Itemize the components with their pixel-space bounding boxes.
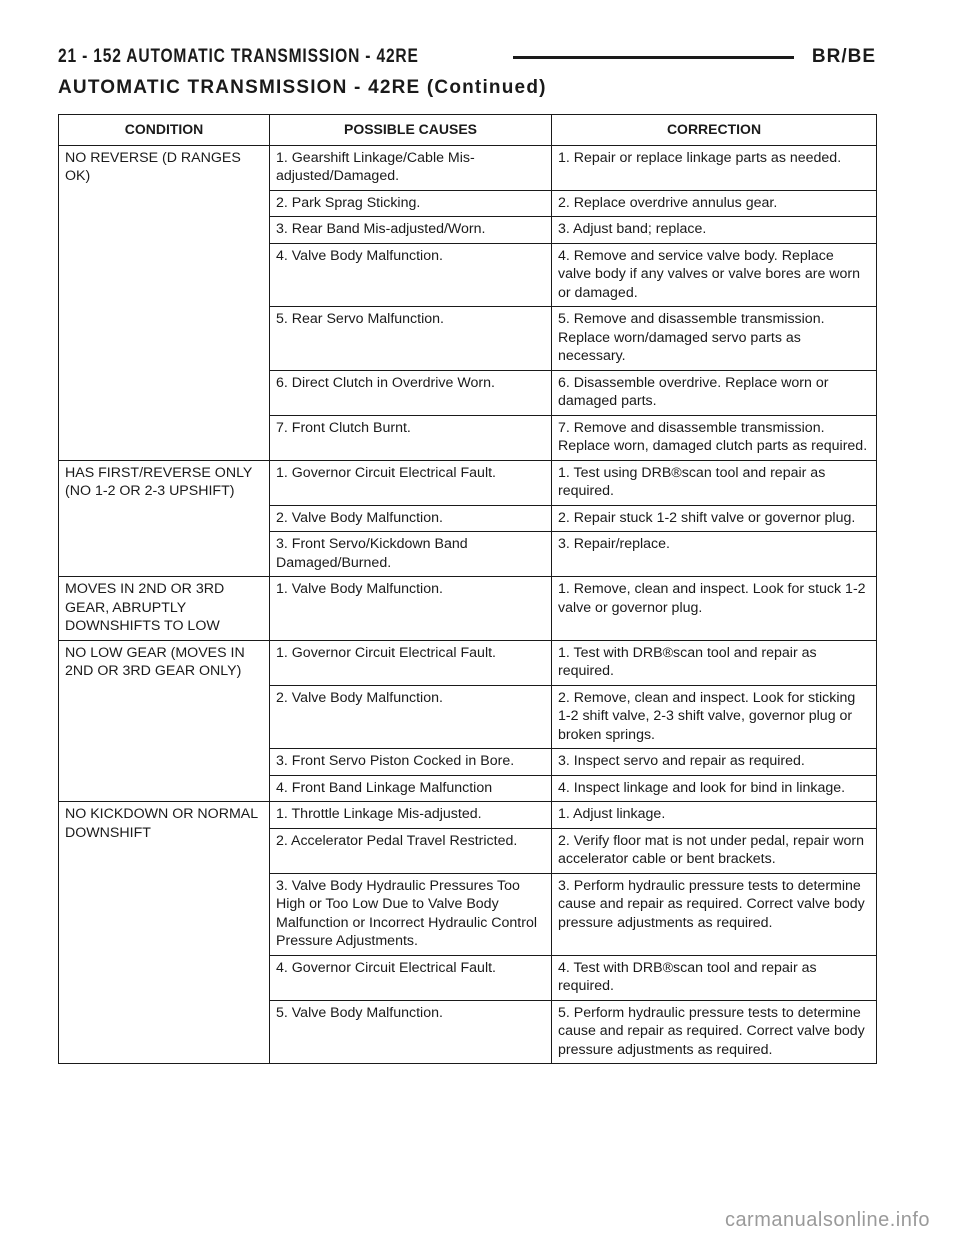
- possible-cause-cell: 2. Valve Body Malfunction.: [270, 685, 552, 749]
- table-row: [59, 577, 877, 641]
- correction-cell: 3. Repair/replace.: [552, 532, 877, 577]
- correction-cell: 4. Inspect linkage and look for bind in linkage.: [552, 775, 877, 802]
- correction-cell: 1. Test with DRB®scan tool and repair as required.: [552, 640, 877, 685]
- table-row: [59, 802, 877, 829]
- correction-cell: 2. Repair stuck 1-2 shift valve or governor plug.: [552, 505, 877, 532]
- condition-cell: MOVES IN 2ND OR 3RD GEAR, ABRUPTLY DOWNSHIFTS TO LOW: [59, 577, 270, 641]
- page-number-title: 21 - 152 AUTOMATIC TRANSMISSION - 42RE: [58, 46, 419, 67]
- possible-cause-cell: 4. Front Band Linkage Malfunction: [270, 775, 552, 802]
- table-body: [59, 145, 877, 1064]
- possible-cause-cell: 1. Gearshift Linkage/Cable Mis-adjusted/Damaged.: [270, 145, 552, 190]
- possible-cause-cell: 1. Governor Circuit Electrical Fault.: [270, 460, 552, 505]
- possible-cause-cell: 2. Accelerator Pedal Travel Restricted.: [270, 828, 552, 873]
- condition-cell: NO LOW GEAR (MOVES IN 2ND OR 3RD GEAR ONLY): [59, 640, 270, 802]
- condition-cell: HAS FIRST/REVERSE ONLY (NO 1-2 OR 2-3 UPSHIFT): [59, 460, 270, 577]
- correction-cell: 5. Remove and disassemble transmission. Replace worn/damaged servo parts as necessary.: [552, 307, 877, 371]
- possible-cause-cell: 1. Governor Circuit Electrical Fault.: [270, 640, 552, 685]
- correction-cell: 3. Inspect servo and repair as required.: [552, 749, 877, 776]
- correction-cell: 1. Adjust linkage.: [552, 802, 877, 829]
- possible-cause-cell: 1. Valve Body Malfunction.: [270, 577, 552, 641]
- correction-cell: 1. Repair or replace linkage parts as needed.: [552, 145, 877, 190]
- possible-cause-cell: 3. Rear Band Mis-adjusted/Worn.: [270, 217, 552, 244]
- correction-cell: 7. Remove and disassemble transmission. Replace worn, damaged clutch parts as required.: [552, 415, 877, 460]
- model-code: BR/BE: [811, 46, 876, 67]
- possible-cause-cell: 3. Valve Body Hydraulic Pressures Too High or Too Low Due to Valve Body Malfunction or Incorrect Hydraulic Control Pressure Adjustments.: [270, 873, 552, 955]
- correction-cell: 2. Remove, clean and inspect. Look for sticking 1-2 shift valve, 2-3 shift valve, governor plug or broken springs.: [552, 685, 877, 749]
- table-header-row: [59, 115, 877, 146]
- possible-cause-cell: 4. Valve Body Malfunction.: [270, 243, 552, 307]
- possible-cause-cell: 2. Park Sprag Sticking.: [270, 190, 552, 217]
- column-header-possible-causes: POSSIBLE CAUSES: [270, 115, 552, 146]
- table-row: [59, 460, 877, 505]
- possible-cause-cell: 1. Throttle Linkage Mis-adjusted.: [270, 802, 552, 829]
- correction-cell: 2. Verify floor mat is not under pedal, repair worn accelerator cable or bent brackets.: [552, 828, 877, 873]
- possible-cause-cell: 6. Direct Clutch in Overdrive Worn.: [270, 370, 552, 415]
- correction-cell: 3. Adjust band; replace.: [552, 217, 877, 244]
- section-title: AUTOMATIC TRANSMISSION - 42RE (Continued): [58, 77, 547, 98]
- header-rule: [513, 56, 794, 59]
- possible-cause-cell: 3. Front Servo/Kickdown Band Damaged/Burned.: [270, 532, 552, 577]
- possible-cause-cell: 5. Rear Servo Malfunction.: [270, 307, 552, 371]
- possible-cause-cell: 5. Valve Body Malfunction.: [270, 1000, 552, 1064]
- correction-cell: 4. Remove and service valve body. Replace valve body if any valves or valve bores are worn or damaged.: [552, 243, 877, 307]
- correction-cell: 2. Replace overdrive annulus gear.: [552, 190, 877, 217]
- diagnosis-table: [58, 114, 877, 1064]
- possible-cause-cell: 7. Front Clutch Burnt.: [270, 415, 552, 460]
- possible-cause-cell: 4. Governor Circuit Electrical Fault.: [270, 955, 552, 1000]
- watermark: carmanualsonline.info: [724, 1209, 930, 1231]
- column-header-condition: CONDITION: [59, 115, 270, 146]
- correction-cell: 3. Perform hydraulic pressure tests to determine cause and repair as required. Correct valve body pressure adjustments as required.: [552, 873, 877, 955]
- column-header-correction: CORRECTION: [552, 115, 877, 146]
- condition-cell: NO REVERSE (D RANGES OK): [59, 145, 270, 460]
- possible-cause-cell: 2. Valve Body Malfunction.: [270, 505, 552, 532]
- correction-cell: 1. Remove, clean and inspect. Look for stuck 1-2 valve or governor plug.: [552, 577, 877, 641]
- correction-cell: 6. Disassemble overdrive. Replace worn or damaged parts.: [552, 370, 877, 415]
- page-header: [58, 46, 876, 72]
- correction-cell: 4. Test with DRB®scan tool and repair as required.: [552, 955, 877, 1000]
- possible-cause-cell: 3. Front Servo Piston Cocked in Bore.: [270, 749, 552, 776]
- correction-cell: 5. Perform hydraulic pressure tests to determine cause and repair as required. Correct valve body pressure adjustments as required.: [552, 1000, 877, 1064]
- table-row: [59, 145, 877, 190]
- table-row: [59, 640, 877, 685]
- condition-cell: NO KICKDOWN OR NORMAL DOWNSHIFT: [59, 802, 270, 1064]
- correction-cell: 1. Test using DRB®scan tool and repair as required.: [552, 460, 877, 505]
